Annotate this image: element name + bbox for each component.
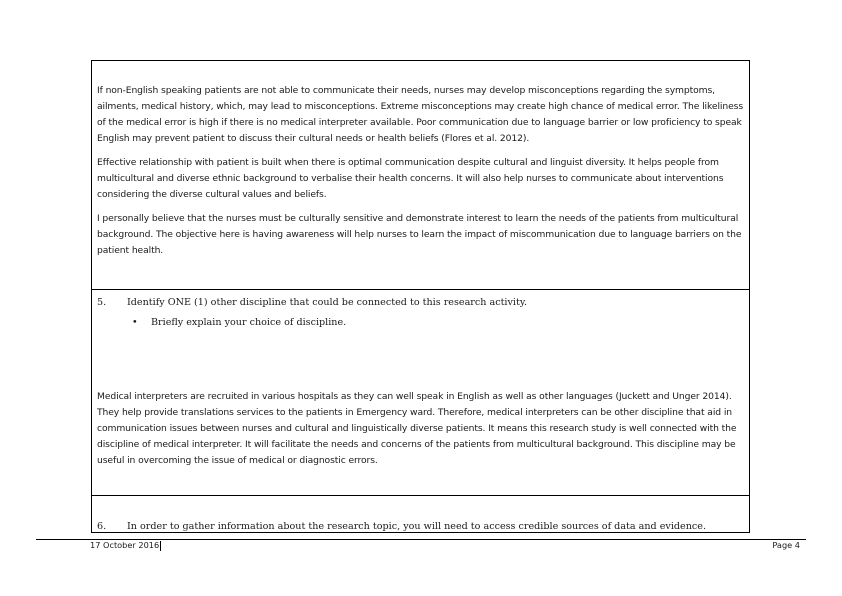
question-text: In order to gather information about the research topic, you will need to access credible sources of data and evidence. xyxy=(127,521,707,532)
question-row-5 xyxy=(92,289,749,496)
answer-row-cultural-communication xyxy=(92,61,749,289)
paragraph-personal-belief: I personally believe that the nurses must be culturally sensitive and demonstrate interest to learn the needs of the patients from multicultural background. The objective here is having awareness will help nurses to learn the impact of miscommunication due to language barriers on the patient health. xyxy=(97,213,742,256)
bullet-text: Briefly explain your choice of discipline. xyxy=(151,317,347,328)
content-table xyxy=(91,60,750,533)
question-number: 6. xyxy=(97,521,107,532)
paragraph-effective-relationship: Effective relationship with patient is built when there is optimal communication despite cultural and linguist diversity. It helps people from multicultural and diverse ethnic background to verbalise their health concerns. It will also help nurses to communicate about interventions considering the diverse cultural values and beliefs. xyxy=(97,157,724,200)
bullet-icon: • xyxy=(132,317,138,328)
paragraph-medical-interpreters: Medical interpreters are recruited in various hospitals as they can well speak in English as well as other languages (Juckett and Unger 2014). They help provide translations services to the patients in Emergency ward. Therefore, medical interpreters can be other discipline that aid in communication issues between nurses and cultural and linguistically diverse patients. It means this research study is well connected with the discipline of medical interpreter. It will facilitate the needs and concerns of the patients from multicultural background. This discipline may be useful in overcoming the issue of medical or diagnostic errors. xyxy=(97,391,737,466)
question-number: 5. xyxy=(97,297,107,308)
footer-date: 17 October 2016 xyxy=(90,540,160,550)
question-text: Identify ONE (1) other discipline that could be connected to this research activity. xyxy=(127,297,528,308)
question-row-6 xyxy=(92,495,749,532)
footer-separator xyxy=(160,541,161,551)
paragraph-misconceptions: If non-English speaking patients are not able to communicate their needs, nurses may develop misconceptions regarding the symptoms, ailments, medical history, which, may lead to misconceptions. Extreme misconceptions may create high chance of medical error. The likeliness of the medical error is high if there is no medical interpreter available. Poor communication due to language barrier or low proficiency to speak English may prevent patient to discuss their cultural needs or health beliefs (Flores et al. 2012). xyxy=(97,85,744,144)
footer-page-number: Page 4 xyxy=(772,540,800,550)
